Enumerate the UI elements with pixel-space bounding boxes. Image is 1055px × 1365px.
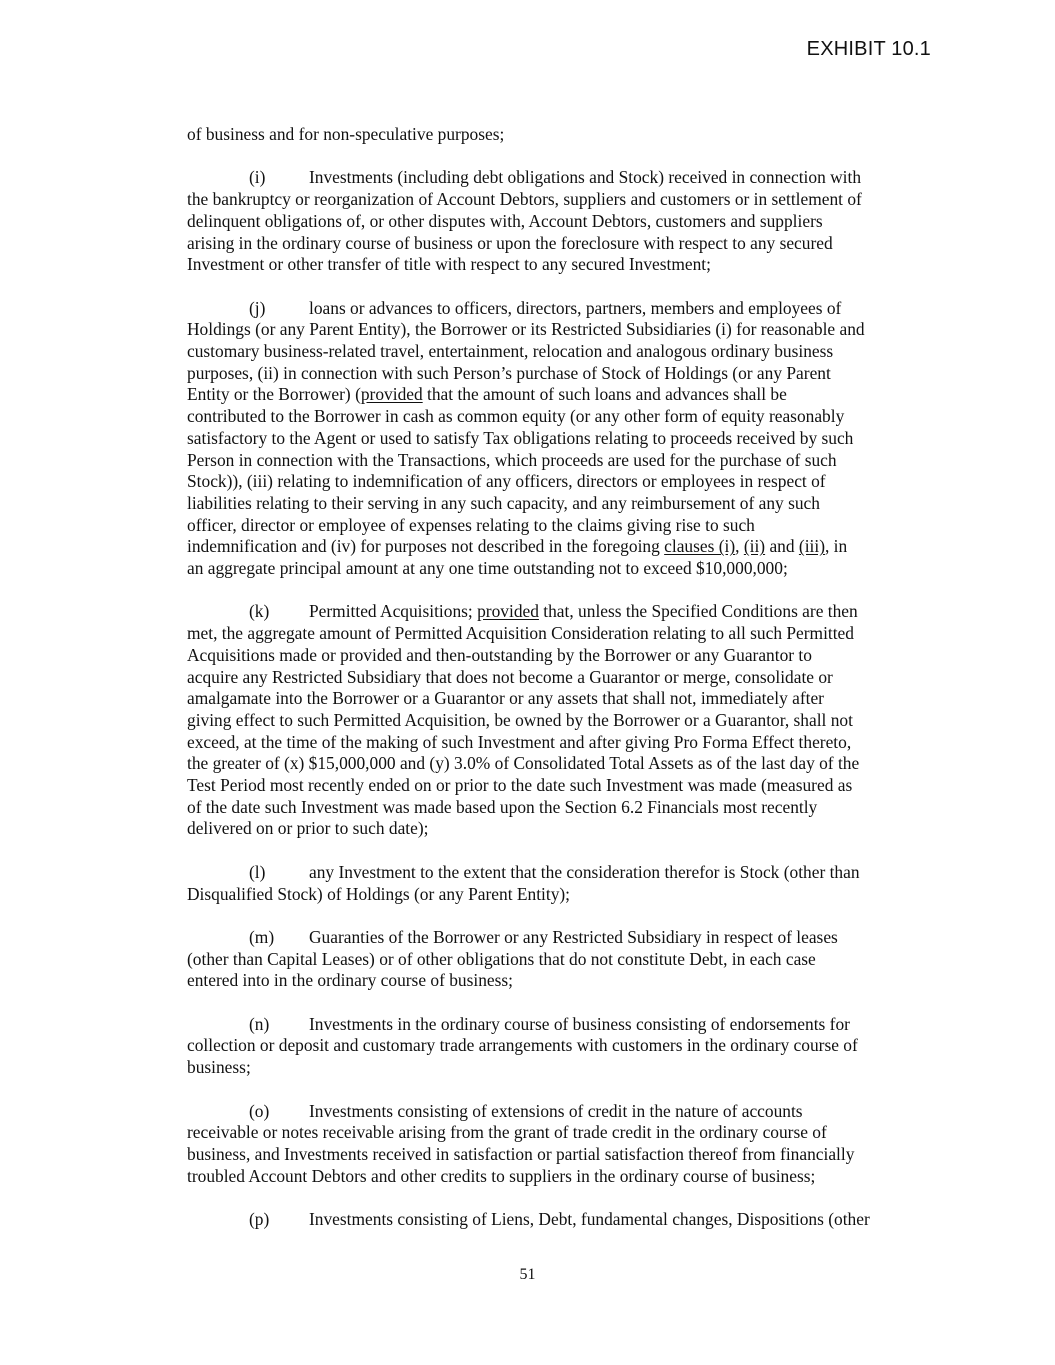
text-line: exceed, at the time of the making of such Investment and after giving Pro Forma Effect thereto,: [187, 731, 852, 752]
text-line: entered into in the ordinary course of business;: [187, 970, 513, 991]
clause-k: [187, 601, 932, 840]
clause-label: (k): [249, 601, 270, 622]
text-segment: Entity or the Borrower) (: [187, 384, 361, 405]
text-line: Investment or other transfer of title with respect to any secured Investment;: [187, 254, 711, 275]
provided-underlined-term: provided: [360, 384, 423, 405]
text-line: giving effect to such Permitted Acquisition, be owned by the Borrower or a Guarantor, shall not: [187, 709, 853, 730]
text-segment: that the amount of such loans and advances shall be: [422, 384, 787, 405]
text-line: business;: [187, 1057, 251, 1078]
text-line: customary business-related travel, entertainment, relocation and analogous ordinary business: [187, 341, 834, 361]
text-segment: and: [765, 536, 799, 557]
exhibit-label: EXHIBIT 10.1: [806, 38, 931, 60]
text-line: an aggregate principal amount at any one time outstanding not to exceed $10,000,000;: [187, 558, 788, 579]
text-line: Acquisitions made or provided and then-outstanding by the Borrower or any Guarantor to: [187, 644, 812, 665]
text-line: Test Period most recently ended on or prior to the date such Investment was made (measured as: [187, 775, 853, 796]
text-line: contributed to the Borrower in cash as common equity (or any other form of equity reasonably: [187, 406, 845, 427]
text-segment: that, unless the Specified Conditions are then: [538, 601, 858, 622]
document-body: [187, 124, 932, 1252]
clause-label: (p): [249, 1209, 270, 1230]
text-line: collection or deposit and customary trade arrangements with customers in the ordinary course of: [187, 1035, 858, 1056]
text-segment: indemnification and (iv) for purposes not described in the foregoing: [187, 536, 665, 557]
text-line: delivered on or prior to such date);: [187, 818, 429, 839]
text-line: officer, director or employee of expenses relating to the claims giving rise to such: [187, 514, 755, 535]
clause-m: [187, 927, 932, 992]
text-line: amalgamate into the Borrower or a Guarantor or any assets that shall not, immediately after: [187, 688, 824, 709]
text-segment: ,: [735, 536, 744, 557]
clause-i: [187, 167, 932, 276]
continuation-paragraph: [187, 124, 932, 146]
clause-label: (n): [249, 1013, 270, 1034]
provided-underlined-term: provided: [477, 601, 539, 622]
text-line: Person in connection with the Transactions, which proceeds are used for the purchase of such: [187, 449, 837, 470]
text-line: the bankruptcy or reorganization of Account Debtors, suppliers and customers or in settlement of: [187, 189, 862, 210]
text-line: Investments in the ordinary course of business consisting of endorsements for: [309, 1013, 850, 1034]
text-segment: Permitted Acquisitions;: [309, 601, 478, 622]
text-line: any Investment to the extent that the consideration therefor is Stock (other than: [309, 861, 860, 882]
text-line: loans or advances to officers, directors, partners, members and employees of: [309, 297, 842, 318]
clause-label: (j): [249, 297, 266, 318]
text-line: liabilities relating to their serving in any such capacity, and any reimbursement of any such: [187, 492, 820, 513]
text-line: (other than Capital Leases) or of other obligations that do not constitute Debt, in each case: [187, 948, 816, 969]
text-line: business, and Investments received in satisfaction or partial satisfaction thereof from financially: [187, 1143, 855, 1164]
text-line: the greater of (x) $15,000,000 and (y) 3.0% of Consolidated Total Assets as of the last day of the: [187, 753, 860, 774]
clause-n: [187, 1014, 932, 1079]
text-line: Disqualified Stock) of Holdings (or any Parent Entity);: [187, 883, 571, 904]
text-line: arising in the ordinary course of business or upon the foreclosure with respect to any secured: [187, 232, 833, 253]
text-line: satisfactory to the Agent or used to satisfy Tax obligations relating to proceeds received by such: [187, 427, 854, 448]
text-line: Stock)), (iii) relating to indemnification of any officers, directors or employees in respect of: [187, 471, 826, 492]
clause-label: (o): [249, 1100, 270, 1121]
clause-label: (l): [249, 861, 266, 882]
clause-reference-iii: (iii): [798, 536, 825, 557]
clause-o: [187, 1101, 932, 1188]
text-line: troubled Account Debtors and other credits to suppliers in the ordinary course of business;: [187, 1165, 816, 1186]
text-line: of the date such Investment was made based upon the Section 6.2 Financials most recently: [187, 796, 818, 817]
text-line: met, the aggregate amount of Permitted Acquisition Consideration relating to all such Permitted: [187, 623, 854, 644]
page-number: 51: [519, 1266, 536, 1283]
clause-label: (m): [249, 926, 275, 947]
clause-p: [187, 1209, 932, 1231]
text-line: Investments consisting of extensions of credit in the nature of accounts: [309, 1100, 803, 1121]
text-line: acquire any Restricted Subsidiary that does not become a Guarantor or merge, consolidate or: [187, 666, 833, 687]
text-line: receivable or notes receivable arising from the grant of trade credit in the ordinary course of: [187, 1122, 827, 1143]
text-segment: , in: [824, 536, 848, 557]
text-line: Guaranties of the Borrower or any Restricted Subsidiary in respect of leases: [309, 926, 838, 947]
text-line: Holdings (or any Parent Entity), the Borrower or its Restricted Subsidiaries (i) for reasonable and: [187, 319, 865, 340]
clause-l: [187, 862, 932, 905]
text-line: purposes, (ii) in connection with such Person’s purchase of Stock of Holdings (or any Parent: [187, 362, 831, 383]
text-line: of business and for non-speculative purposes;: [187, 124, 505, 144]
text-line: delinquent obligations of, or other disputes with, Account Debtors, customers and suppliers: [187, 210, 823, 231]
clause-j: [187, 298, 932, 580]
text-line: Investments (including debt obligations and Stock) received in connection with: [309, 167, 862, 188]
text-line: Investments consisting of Liens, Debt, fundamental changes, Dispositions (other: [309, 1209, 870, 1230]
clause-label: (i): [249, 167, 266, 188]
clause-reference-ii: (ii): [743, 536, 766, 557]
clause-reference-i: clauses (i): [664, 536, 736, 557]
